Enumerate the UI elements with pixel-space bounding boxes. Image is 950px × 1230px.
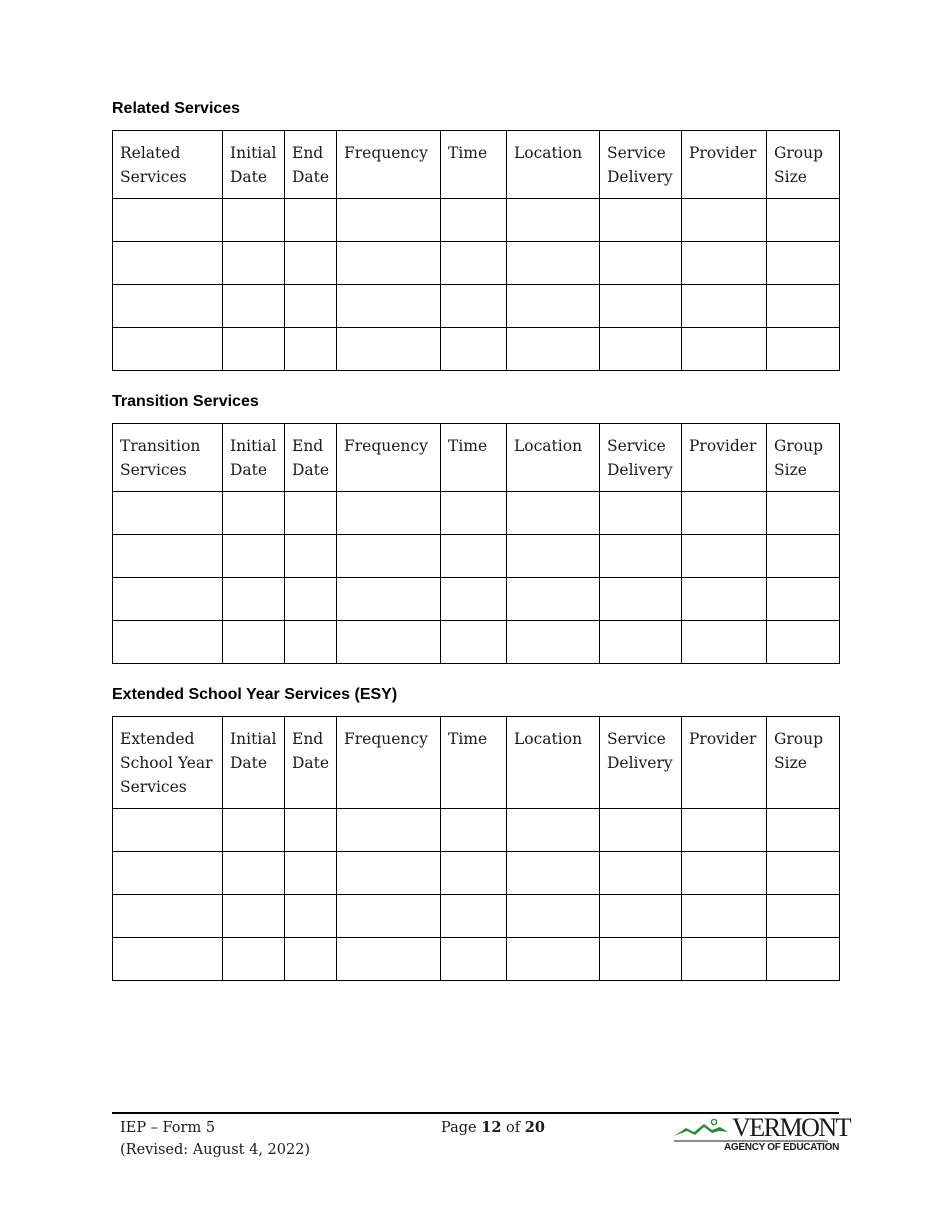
column-header: Time [441, 131, 507, 199]
column-header: Time [441, 424, 507, 492]
table-row [113, 328, 840, 371]
table-cell[interactable] [507, 809, 600, 852]
table-cell[interactable] [767, 492, 840, 535]
table-cell[interactable] [767, 578, 840, 621]
table-cell[interactable] [682, 621, 767, 664]
table-cell[interactable] [441, 242, 507, 285]
table-cell[interactable] [285, 285, 337, 328]
table-cell[interactable] [507, 621, 600, 664]
column-header: Initial Date [223, 717, 285, 809]
table-cell[interactable] [441, 938, 507, 981]
table-cell[interactable] [441, 809, 507, 852]
table-row [113, 621, 840, 664]
table-cell[interactable] [223, 492, 285, 535]
table-cell[interactable] [113, 285, 223, 328]
table-cell[interactable] [600, 242, 682, 285]
table-cell[interactable] [223, 852, 285, 895]
table-cell[interactable] [507, 852, 600, 895]
table-row [113, 492, 840, 535]
table-cell[interactable] [682, 535, 767, 578]
table-cell[interactable] [337, 809, 441, 852]
table-cell[interactable] [285, 852, 337, 895]
table-row [113, 242, 840, 285]
table-row [113, 535, 840, 578]
table-cell[interactable] [113, 199, 223, 242]
table-row [113, 578, 840, 621]
table-row [113, 852, 840, 895]
table-cell[interactable] [223, 199, 285, 242]
section-heading-related-services: Related Services [112, 100, 241, 117]
table-cell[interactable] [682, 328, 767, 371]
table-row [113, 285, 840, 328]
table-cell[interactable] [441, 535, 507, 578]
logo-subtitle: AGENCY OF EDUCATION [724, 1142, 840, 1153]
table-cell[interactable] [223, 621, 285, 664]
table-cell[interactable] [285, 895, 337, 938]
footer-page-number [441, 1117, 545, 1139]
table-cell[interactable] [682, 938, 767, 981]
table-cell[interactable] [223, 938, 285, 981]
column-header: Location [507, 717, 600, 809]
table-cell[interactable] [285, 535, 337, 578]
table-cell[interactable] [767, 895, 840, 938]
table-cell[interactable] [682, 578, 767, 621]
table-row [113, 938, 840, 981]
section-heading-esy: Extended School Year Services (ESY) [112, 686, 398, 703]
column-header: Provider [682, 131, 767, 199]
table-cell[interactable] [285, 809, 337, 852]
table-cell[interactable] [600, 578, 682, 621]
column-header: Group Size [767, 131, 840, 199]
table-cell[interactable] [600, 938, 682, 981]
table-cell[interactable] [441, 621, 507, 664]
column-header: Frequency [337, 424, 441, 492]
table-cell[interactable] [113, 535, 223, 578]
column-header: Service Delivery [600, 424, 682, 492]
table-cell[interactable] [441, 199, 507, 242]
table-row [113, 895, 840, 938]
table-cell[interactable] [223, 285, 285, 328]
footer-form-info [120, 1117, 310, 1161]
table-cell[interactable] [767, 199, 840, 242]
table-cell[interactable] [337, 578, 441, 621]
table-cell[interactable] [600, 852, 682, 895]
column-header: Time [441, 717, 507, 809]
table-row [113, 809, 840, 852]
table-cell[interactable] [682, 199, 767, 242]
table-cell[interactable] [113, 809, 223, 852]
table-cell[interactable] [600, 199, 682, 242]
table-header-row [113, 131, 840, 199]
page-of: of [506, 1120, 521, 1136]
related-services-table [112, 130, 840, 371]
table-cell[interactable] [682, 242, 767, 285]
table-cell[interactable] [600, 535, 682, 578]
transition-services-table [112, 423, 840, 664]
column-header: Service Delivery [600, 131, 682, 199]
esy-services-table [112, 716, 840, 981]
column-header: Frequency [337, 717, 441, 809]
table-cell[interactable] [507, 328, 600, 371]
table-cell[interactable] [441, 895, 507, 938]
table-row [113, 199, 840, 242]
column-header: Related Services [113, 131, 223, 199]
table-cell[interactable] [441, 578, 507, 621]
table-cell[interactable] [337, 938, 441, 981]
column-header: End Date [285, 717, 337, 809]
table-cell[interactable] [682, 492, 767, 535]
section-heading-transition-services: Transition Services [112, 393, 259, 410]
table-cell[interactable] [767, 852, 840, 895]
table-cell[interactable] [600, 621, 682, 664]
table-cell[interactable] [600, 285, 682, 328]
column-header: Group Size [767, 717, 840, 809]
table-cell[interactable] [285, 621, 337, 664]
table-cell[interactable] [682, 285, 767, 328]
table-cell[interactable] [337, 199, 441, 242]
table-header-row [113, 424, 840, 492]
table-cell[interactable] [113, 852, 223, 895]
table-cell[interactable] [285, 578, 337, 621]
table-cell[interactable] [767, 285, 840, 328]
table-cell[interactable] [682, 895, 767, 938]
table-cell[interactable] [507, 895, 600, 938]
footer-revised-date: (Revised: August 4, 2022) [120, 1142, 311, 1158]
table-cell[interactable] [113, 328, 223, 371]
table-cell[interactable] [507, 199, 600, 242]
table-cell[interactable] [441, 492, 507, 535]
table-cell[interactable] [767, 621, 840, 664]
table-cell[interactable] [767, 938, 840, 981]
table-cell[interactable] [113, 492, 223, 535]
table-cell[interactable] [113, 578, 223, 621]
column-header: Provider [682, 717, 767, 809]
table-cell[interactable] [682, 852, 767, 895]
page-total: 20 [524, 1119, 545, 1136]
table-cell[interactable] [507, 242, 600, 285]
logo-wordmark: VERMONT [732, 1113, 851, 1142]
table-cell[interactable] [600, 328, 682, 371]
table-cell[interactable] [285, 242, 337, 285]
table-cell[interactable] [767, 809, 840, 852]
column-header: Transition Services [113, 424, 223, 492]
table-cell[interactable] [285, 938, 337, 981]
table-cell[interactable] [337, 492, 441, 535]
table-cell[interactable] [507, 285, 600, 328]
column-header: Frequency [337, 131, 441, 199]
table-cell[interactable] [507, 578, 600, 621]
table-cell[interactable] [337, 242, 441, 285]
table-cell[interactable] [113, 242, 223, 285]
column-header: Location [507, 424, 600, 492]
column-header: End Date [285, 131, 337, 199]
column-header: Initial Date [223, 131, 285, 199]
table-cell[interactable] [507, 492, 600, 535]
column-header: Initial Date [223, 424, 285, 492]
table-cell[interactable] [285, 328, 337, 371]
table-cell[interactable] [507, 535, 600, 578]
table-cell[interactable] [767, 242, 840, 285]
page-current: 12 [481, 1119, 502, 1136]
table-cell[interactable] [337, 621, 441, 664]
table-cell[interactable] [337, 285, 441, 328]
table-cell[interactable] [441, 285, 507, 328]
table-cell[interactable] [223, 578, 285, 621]
table-cell[interactable] [767, 328, 840, 371]
table-cell[interactable] [113, 621, 223, 664]
column-header: End Date [285, 424, 337, 492]
table-cell[interactable] [600, 809, 682, 852]
table-cell[interactable] [223, 535, 285, 578]
table-cell[interactable] [507, 938, 600, 981]
table-cell[interactable] [223, 328, 285, 371]
table-header-row [113, 717, 840, 809]
table-cell[interactable] [600, 492, 682, 535]
column-header: Provider [682, 424, 767, 492]
table-cell[interactable] [285, 492, 337, 535]
footer-form-name: IEP – Form 5 [120, 1120, 216, 1136]
table-cell[interactable] [113, 895, 223, 938]
table-cell[interactable] [337, 852, 441, 895]
table-cell[interactable] [441, 328, 507, 371]
column-header: Group Size [767, 424, 840, 492]
table-cell[interactable] [285, 199, 337, 242]
table-cell[interactable] [337, 535, 441, 578]
table-cell[interactable] [441, 852, 507, 895]
table-cell[interactable] [223, 809, 285, 852]
page-prefix: Page [441, 1120, 477, 1136]
table-cell[interactable] [767, 535, 840, 578]
vermont-agency-logo [672, 1113, 851, 1157]
table-cell[interactable] [113, 938, 223, 981]
column-header: Location [507, 131, 600, 199]
table-cell[interactable] [223, 895, 285, 938]
column-header: Service Delivery [600, 717, 682, 809]
table-cell[interactable] [223, 242, 285, 285]
table-cell[interactable] [682, 809, 767, 852]
table-cell[interactable] [600, 895, 682, 938]
table-cell[interactable] [337, 895, 441, 938]
column-header: Extended School Year Services [113, 717, 223, 809]
table-cell[interactable] [337, 328, 441, 371]
